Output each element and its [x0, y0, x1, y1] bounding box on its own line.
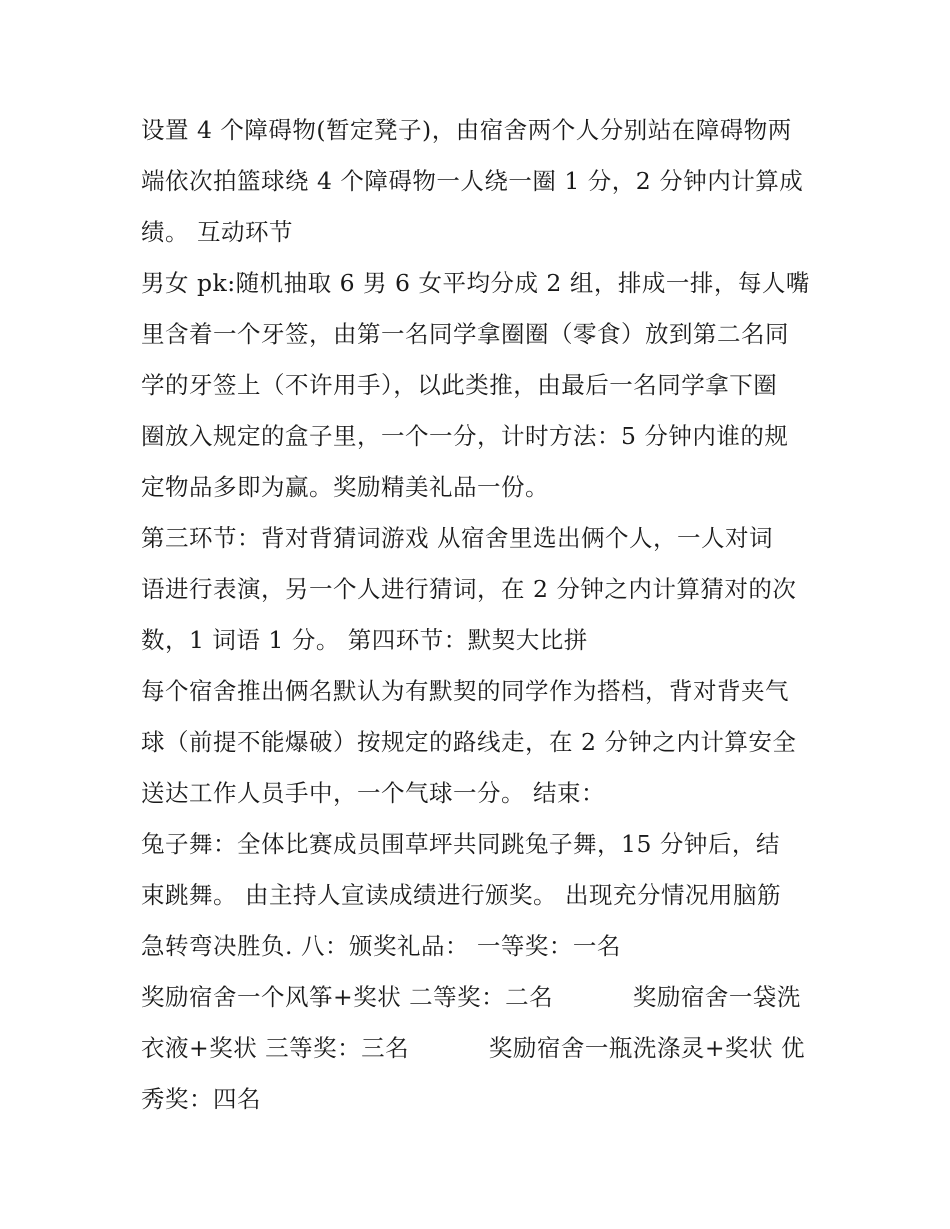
text-line: 秀奖：四名	[141, 1085, 261, 1113]
text-line: 数，1 词语 1 分。 第四环节：默契大比拼	[141, 626, 588, 654]
text-line: 里含着一个牙签，由第一名同学拿圈圈（零食）放到第二名同	[141, 320, 789, 348]
text-line: 端依次拍篮球绕 4 个障碍物一人绕一圈 1 分，2 分钟内计算成	[141, 167, 804, 195]
text-line: 第三环节：背对背猜词游戏 从宿舍里选出俩个人，一人对词	[141, 524, 773, 552]
text-line: 学的牙签上（不许用手），以此类推，由最后一名同学拿下圈	[141, 371, 778, 399]
text-line: 绩。 互动环节	[141, 218, 293, 246]
text-line: 男女 pk:随机抽取 6 男 6 女平均分成 2 组，排成一排，每人嘴	[141, 269, 810, 297]
text-line: 束跳舞。 由主持人宣读成绩进行颁奖。 出现充分情况用脑筋	[141, 881, 781, 909]
text-line: 圈放入规定的盒子里，一个一分，计时方法：5 分钟内谁的规	[141, 422, 789, 450]
text-line: 衣液+奖状 三等奖：三名 奖励宿舍一瓶洗涤灵+奖状 优	[141, 1034, 806, 1062]
text-line: 奖励宿舍一个风筝+奖状 二等奖：二名 奖励宿舍一袋洗	[141, 983, 801, 1011]
text-line: 球（前提不能爆破）按规定的路线走，在 2 分钟之内计算安全	[141, 728, 797, 756]
text-line: 设置 4 个障碍物(暂定凳子)，由宿舍两个人分别站在障碍物两	[141, 116, 792, 144]
text-line: 急转弯决胜负. 八：颁奖礼品： 一等奖：一名	[141, 932, 621, 960]
text-line: 兔子舞：全体比赛成员围草坪共同跳兔子舞，15 分钟后，结	[141, 830, 780, 858]
text-line: 语进行表演，另一个人进行猜词，在 2 分钟之内计算猜对的次	[141, 575, 797, 603]
text-line: 每个宿舍推出俩名默认为有默契的同学作为搭档，背对背夹气	[141, 677, 789, 705]
text-line: 定物品多即为赢。奖励精美礼品一份。	[141, 473, 549, 501]
text-line: 送达工作人员手中，一个气球一分。 结束：	[141, 779, 605, 807]
